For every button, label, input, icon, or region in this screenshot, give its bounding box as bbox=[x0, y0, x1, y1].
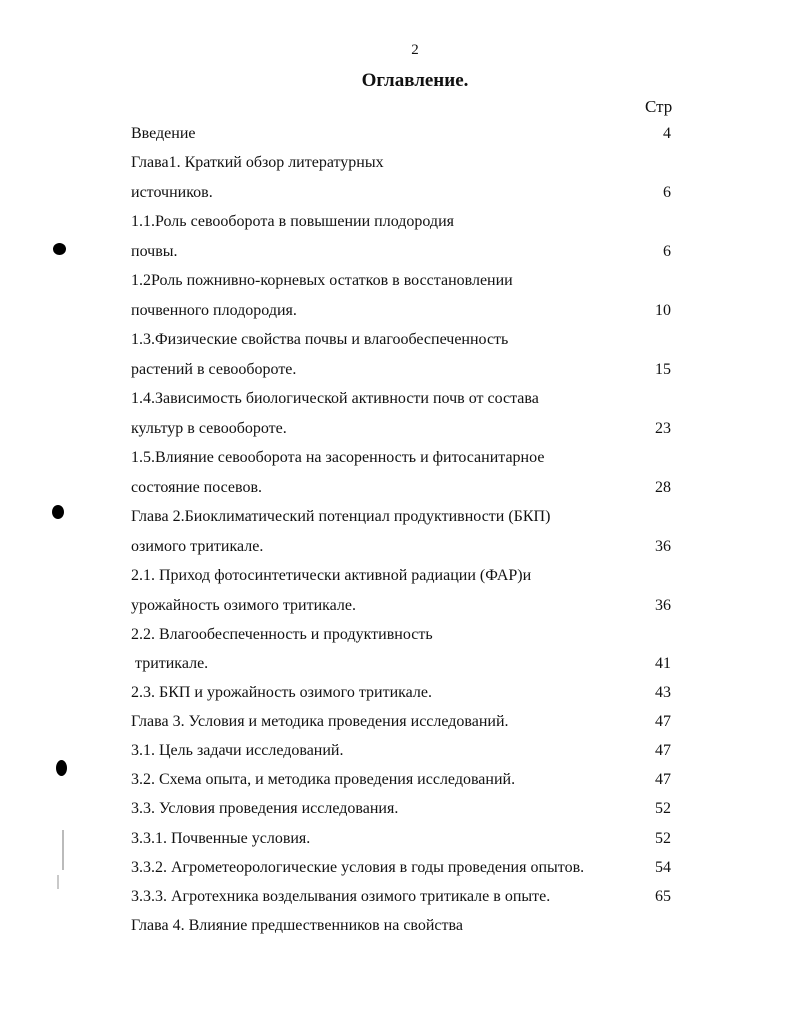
toc-entry-page: 65 bbox=[655, 888, 671, 905]
scan-blot bbox=[52, 505, 64, 519]
toc-line bbox=[131, 241, 671, 263]
scan-speck bbox=[62, 830, 64, 870]
toc-entry-text: 3.1. Цель задачи исследований. bbox=[131, 742, 344, 759]
toc-entry-text: 3.2. Схема опыта, и методика проведения исследований. bbox=[131, 771, 516, 788]
toc-entry-text: Глава 4. Влияние предшественников на свойства bbox=[131, 917, 463, 934]
toc-entry-text: 1.1.Роль севооборота в повышении плодородия bbox=[131, 213, 454, 230]
toc-line bbox=[131, 740, 671, 762]
toc-entry-page: 43 bbox=[655, 684, 671, 701]
toc-entry-text: источников. bbox=[131, 184, 213, 201]
toc-line bbox=[131, 329, 671, 351]
toc-line bbox=[131, 477, 671, 499]
toc-entry-text: 2.2. Влагообеспеченность и продуктивность bbox=[131, 626, 433, 643]
toc-entry-page: 52 bbox=[655, 800, 671, 817]
toc-line bbox=[131, 769, 671, 791]
toc-entry-page: 52 bbox=[655, 830, 671, 847]
toc-line bbox=[131, 886, 671, 908]
toc-entry-page: 36 bbox=[655, 538, 671, 555]
toc-line bbox=[131, 359, 671, 381]
toc-line bbox=[131, 123, 671, 145]
toc-line bbox=[131, 418, 671, 440]
toc-entry-text: культур в севообороте. bbox=[131, 420, 287, 437]
toc-entry-text: 2.3. БКП и урожайность озимого тритикале. bbox=[131, 684, 432, 701]
toc-line bbox=[131, 828, 671, 850]
toc-entry-text: 3.3.2. Агрометеорологические условия в годы проведения опытов. bbox=[131, 859, 585, 876]
toc-entry-text: Введение bbox=[131, 125, 196, 142]
toc-line bbox=[131, 300, 671, 322]
toc-line bbox=[131, 152, 671, 174]
toc-entry-text: почвенного плодородия. bbox=[131, 302, 297, 319]
toc-entry-text: почвы. bbox=[131, 243, 178, 260]
toc-line bbox=[131, 506, 671, 528]
toc-entry-text: 3.3.1. Почвенные условия. bbox=[131, 830, 311, 847]
toc-entry-text: 1.3.Физические свойства почвы и влагообеспеченность bbox=[131, 331, 509, 348]
toc-line bbox=[131, 624, 671, 646]
toc-entry-page: 4 bbox=[663, 125, 671, 142]
scan-blot bbox=[56, 760, 67, 776]
toc-entry-page: 10 bbox=[655, 302, 671, 319]
toc-line bbox=[131, 595, 671, 617]
toc-line bbox=[131, 388, 671, 410]
toc-entry-text: 3.3. Условия проведения исследования. bbox=[131, 800, 399, 817]
toc-line bbox=[131, 798, 671, 820]
scan-blot bbox=[53, 243, 66, 255]
toc-line bbox=[131, 857, 671, 879]
toc-entry-page: 23 bbox=[655, 420, 671, 437]
toc-entry-page: 47 bbox=[655, 771, 671, 788]
toc-entry-text: тритикале. bbox=[131, 655, 209, 672]
toc-entry-text: растений в севообороте. bbox=[131, 361, 297, 378]
toc-entry-page: 15 bbox=[655, 361, 671, 378]
toc-line bbox=[131, 211, 671, 233]
page-column-label: Стр bbox=[645, 97, 673, 116]
toc-line bbox=[131, 682, 671, 704]
toc-line bbox=[131, 182, 671, 204]
toc-entry-text: 2.1. Приход фотосинтетически активной радиации (ФАР)и bbox=[131, 567, 532, 584]
toc-entry-page: 6 bbox=[663, 243, 671, 260]
toc-entry-page: 28 bbox=[655, 479, 671, 496]
toc-line bbox=[131, 536, 671, 558]
toc-entry-text: 3.3.3. Агротехника возделывания озимого тритикале в опыте. bbox=[131, 888, 551, 905]
toc-entry-text: 1.5.Влияние севооборота на засоренность и фитосанитарное bbox=[131, 449, 545, 466]
toc-entry-text: 1.4.Зависимость биологической активности почв от состава bbox=[131, 390, 539, 407]
toc-entry-page: 41 bbox=[655, 655, 671, 672]
toc-line bbox=[131, 711, 671, 733]
toc-entry-text: 1.2Роль пожнивно-корневых остатков в восстановлении bbox=[131, 272, 513, 289]
toc-entry-text: состояние посевов. bbox=[131, 479, 263, 496]
toc-entry-page: 6 bbox=[663, 184, 671, 201]
toc-entry-page: 47 bbox=[655, 742, 671, 759]
toc-line bbox=[131, 653, 671, 675]
toc-entry-page: 54 bbox=[655, 859, 671, 876]
toc-entry-text: Глава 2.Биоклиматический потенциал продуктивности (БКП) bbox=[131, 508, 551, 525]
toc-line bbox=[131, 915, 671, 937]
page-title: Оглавление. bbox=[361, 70, 469, 91]
toc-entry-text: урожайность озимого тритикале. bbox=[131, 597, 357, 614]
toc-entry-text: Глава 3. Условия и методика проведения исследований. bbox=[131, 713, 509, 730]
toc-entry-page: 36 bbox=[655, 597, 671, 614]
scan-speck bbox=[57, 875, 59, 889]
toc-line bbox=[131, 447, 671, 469]
toc-entry-text: озимого тритикале. bbox=[131, 538, 264, 555]
toc-line bbox=[131, 565, 671, 587]
toc-entry-text: Глава1. Краткий обзор литературных bbox=[131, 154, 384, 171]
toc-entry-page: 47 bbox=[655, 713, 671, 730]
toc-line bbox=[131, 270, 671, 292]
page-number: 2 bbox=[411, 42, 419, 58]
